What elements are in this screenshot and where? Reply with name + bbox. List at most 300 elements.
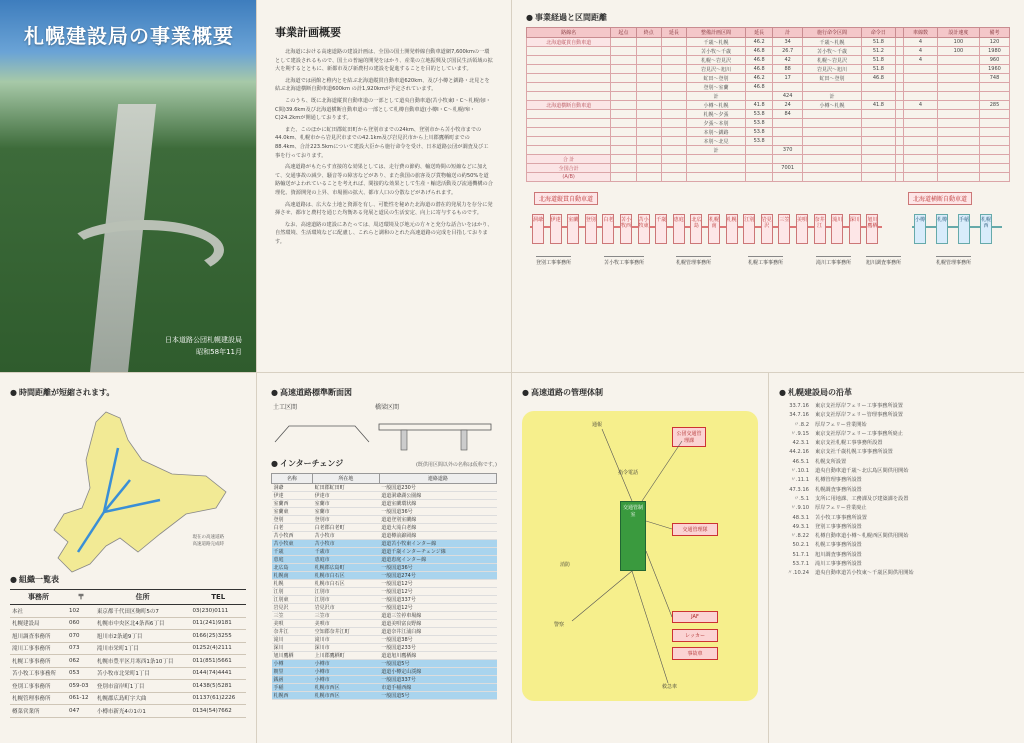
- history-row: [779, 448, 1014, 457]
- table-cell: [611, 155, 636, 164]
- ic-cell: 岩見沢市: [313, 604, 380, 612]
- table-cell: [862, 146, 896, 155]
- ic-row: [272, 484, 497, 492]
- table-header: 車線数: [904, 28, 938, 38]
- node-patrol: 交通管理隊: [672, 523, 718, 536]
- table-cell: [937, 173, 979, 182]
- link: [642, 441, 682, 501]
- office-label: 滝川工事事務所: [816, 256, 851, 266]
- table-cell: 全国合計: [527, 164, 611, 173]
- table-cell: 53.8: [746, 110, 773, 119]
- mgmt-panel: [512, 373, 768, 743]
- table-cell: [773, 173, 803, 182]
- station-box: 深川: [849, 214, 861, 244]
- ic-row: [272, 676, 497, 684]
- history-event: 東京支社厚岸フェリー工事事務所廃止: [815, 430, 903, 437]
- history-row: [779, 514, 1014, 523]
- node-fire: 消防: [560, 562, 571, 568]
- plan-paragraph: また、このほかに虻田郡虻田町から登別市までの24km、登別市から苫小牧市までの44.0km、札幌市から岩見沢市までの42.1km及び岩見沢市から上川郡鷹栖町までの88.4km、合計223.5kmについて建設大臣から施行命令を受け、日本道路公団が調査及び工事を行っております。: [275, 126, 489, 159]
- table-cell: [895, 155, 903, 164]
- table-cell: [904, 137, 938, 146]
- table-cell: [980, 173, 1010, 182]
- ic-cell: 札幌: [272, 580, 313, 588]
- table-cell: [527, 137, 611, 146]
- station-box: 札幌西: [980, 214, 992, 244]
- org-row: [10, 617, 246, 630]
- history-event: 支所に用地課、工務課及び建築課を設置: [815, 495, 909, 502]
- ic-row: [272, 628, 497, 636]
- table-cell: [773, 137, 803, 146]
- office-label: 札幌管理事務所: [676, 256, 711, 266]
- ic-cell: 一般国道337号: [379, 676, 496, 684]
- ic-cell: 苫小牧西: [272, 532, 313, 540]
- table-cell: [980, 155, 1010, 164]
- table-cell: [803, 164, 862, 173]
- table-cell: 46.2: [746, 38, 773, 47]
- table-cell: 千歳～札幌: [687, 38, 746, 47]
- ic-table: [271, 473, 497, 700]
- table-cell: [895, 47, 903, 56]
- table-cell: [980, 137, 1010, 146]
- earthwork-label: 土工区間: [273, 404, 298, 411]
- table-header: 終点: [636, 28, 661, 38]
- ic-cell: 道道室蘭環状線: [379, 500, 496, 508]
- table-cell: [687, 155, 746, 164]
- ic-row: [272, 588, 497, 596]
- table-cell: [661, 101, 686, 110]
- station-box: 室蘭: [567, 214, 579, 244]
- table-cell: [661, 74, 686, 83]
- ic-cell: 札幌市白石区: [313, 580, 380, 588]
- table-row: [527, 47, 1010, 56]
- table-cell: [527, 83, 611, 92]
- ic-cell: 小樽市: [313, 668, 380, 676]
- table-cell: [611, 38, 636, 47]
- org-heading: ● 組織一覧表: [10, 574, 246, 585]
- table-header: 命令日: [862, 28, 896, 38]
- table-cell: 53.8: [746, 128, 773, 137]
- org-header: TEL: [190, 590, 246, 605]
- ic-row: [272, 492, 497, 500]
- table-cell: [904, 110, 938, 119]
- plan-heading: 事業計画概要: [275, 26, 341, 39]
- table-cell: [904, 74, 938, 83]
- table-cell: 北海道縦貫自動車道: [527, 38, 611, 47]
- ic-cell: 伊達市: [313, 492, 380, 500]
- table-header: 延長: [746, 28, 773, 38]
- ic-row: [272, 580, 497, 588]
- table-cell: 夕張～本別: [687, 119, 746, 128]
- table-cell: [661, 65, 686, 74]
- table-cell: 46.8: [746, 65, 773, 74]
- table-cell: [895, 38, 903, 47]
- table-cell: [980, 92, 1010, 101]
- ic-cell: 室蘭西: [272, 500, 313, 508]
- table-row: [527, 92, 1010, 101]
- table-cell: [937, 110, 979, 119]
- ic-cell: 一般国道230号: [379, 484, 496, 492]
- org-cell: 札幌市豊平区月寒西1条10丁目: [95, 655, 191, 668]
- plan-paragraph: このうち、既に北海道縦貫自動車道の一部として道央自動車道(苫小牧東I・C～札幌南I・C間)39.6km及び北海道横断自動車道の一部として札樽自動車道(小樽I・C～札幌西I・C)24.2kmが開通しております。: [275, 97, 491, 122]
- ic-cell: 室蘭市: [313, 508, 380, 516]
- table-cell: [636, 128, 661, 137]
- table-cell: 4: [904, 38, 938, 47]
- table-cell: 岩見沢～旭川: [803, 65, 862, 74]
- bridge-pier: [401, 430, 407, 450]
- ic-cell: 江別: [272, 588, 313, 596]
- table-cell: [746, 164, 773, 173]
- org-cell: 札幌管理事務所: [10, 692, 67, 705]
- history-event: 札幌調査事務所設置: [815, 486, 862, 493]
- table-cell: 苫小牧～千歳: [803, 47, 862, 56]
- ic-cell: 一般国道233号: [379, 644, 496, 652]
- table-cell: [895, 56, 903, 65]
- table-cell: [895, 65, 903, 74]
- table-cell: 42: [773, 56, 803, 65]
- org-cell: 札幌工事事務所: [10, 655, 67, 668]
- table-cell: 51.2: [862, 47, 896, 56]
- history-date: 〃.5.1: [793, 495, 809, 502]
- ic-row: [272, 532, 497, 540]
- node-report: 通報: [592, 422, 603, 428]
- table-cell: [636, 65, 661, 74]
- ic-cell: 白老: [272, 524, 313, 532]
- ic-row: [272, 564, 497, 572]
- table-cell: [661, 83, 686, 92]
- ic-row: [272, 692, 497, 700]
- table-cell: [803, 146, 862, 155]
- publish-date: 昭和58年11月: [196, 348, 242, 356]
- ic-cell: 美唄市: [313, 620, 380, 628]
- table-cell: [862, 128, 896, 137]
- history-date: 〃.8.22: [790, 533, 809, 540]
- node-tow: レッカー: [672, 629, 718, 642]
- org-table: [10, 589, 246, 718]
- table-cell: [895, 137, 903, 146]
- table-cell: [904, 164, 938, 173]
- table-cell: [661, 110, 686, 119]
- table-header: 計: [773, 28, 803, 38]
- ic-cell: 一般国道12号: [379, 588, 496, 596]
- mgmt-links-svg: [522, 411, 758, 701]
- org-cell: 札幌建設局: [10, 617, 67, 630]
- org-cell: 旭川調査事務所: [10, 630, 67, 643]
- table-row: [527, 173, 1010, 182]
- table-cell: [746, 92, 773, 101]
- ic-row: [272, 684, 497, 692]
- table-cell: [661, 92, 686, 101]
- history-date: 〃.11.1: [790, 477, 809, 484]
- table-cell: [611, 74, 636, 83]
- table-cell: 46.8: [746, 56, 773, 65]
- org-cell: 滝川市栄町1丁目: [95, 642, 191, 655]
- table-cell: [937, 155, 979, 164]
- plan-paragraph: なお、高速道路の建設にあたっては、周辺環境及び地元の方々と充分な話合いをはかり、自然環境、生活環境などに配慮し、これらと調和のとれた高速道路の完成を目指しております。: [275, 221, 493, 245]
- ic-heading: ● インターチェンジ: [271, 458, 343, 469]
- ic-row: [272, 556, 497, 564]
- ic-cell: 道道奈井江浦臼線: [379, 628, 496, 636]
- table-cell: [904, 128, 938, 137]
- office-label: 札幌管理事務所: [936, 256, 971, 266]
- table-header: 路線名: [527, 28, 611, 38]
- table-cell: [611, 65, 636, 74]
- org-cell: 苫小牧工事事務所: [10, 667, 67, 680]
- table-cell: [527, 110, 611, 119]
- history-date: 46.5.1: [792, 458, 809, 465]
- table-cell: [746, 146, 773, 155]
- history-event: 札幌支所設置: [815, 458, 847, 465]
- table-cell: 46.8: [746, 83, 773, 92]
- history-date: 〃.9.10: [790, 505, 809, 512]
- ic-cell: 札幌市西区: [313, 684, 380, 692]
- org-cell: 073: [67, 642, 95, 655]
- history-date: 〃.9.15: [790, 430, 809, 437]
- org-cell: 102: [67, 605, 95, 618]
- table-cell: 46.8: [862, 74, 896, 83]
- history-row: [779, 467, 1014, 476]
- table-cell: 120: [980, 38, 1010, 47]
- table-cell: [527, 56, 611, 65]
- history-event: 札樽管理事務所設置: [815, 477, 862, 484]
- ic-cell: 虻田郡虻田町: [313, 484, 380, 492]
- cross-section-svg: [271, 412, 497, 456]
- ic-row: [272, 540, 497, 548]
- org-cell: 滝川工事事務所: [10, 642, 67, 655]
- ic-cell: 上川郡鷹栖町: [313, 652, 380, 660]
- plan-paragraph: 北海道における高速道路の建設計画は、全国の国土開発幹線自動車道網7,600kmの一環として建設されるもので、国土の普遍的開発をはかり、産業の立地振興及び国民生活領域の拡大を期するとともに、新都市及び新農村の建設を促進することを目的としています。: [275, 49, 493, 73]
- table-cell: 53.8: [746, 137, 773, 146]
- table-cell: [895, 146, 903, 155]
- ic-row: [272, 516, 497, 524]
- history-date: 42.3.1: [792, 440, 809, 447]
- table-cell: 84: [773, 110, 803, 119]
- org-cell: 060: [67, 617, 95, 630]
- table-cell: 51.8: [862, 65, 896, 74]
- table-cell: [895, 74, 903, 83]
- ic-cell: 一般国道274号: [379, 572, 496, 580]
- time-panel: [0, 373, 256, 743]
- table-row: [527, 56, 1010, 65]
- org-row: [10, 680, 246, 693]
- route-track-main: [530, 226, 882, 228]
- history-heading: ● 札幌建設局の沿革: [779, 387, 1014, 398]
- table-cell: [611, 173, 636, 182]
- table-cell: [746, 173, 773, 182]
- ic-row: [272, 636, 497, 644]
- history-event: 道央自動車道千歳～北広島区間供用開始: [815, 468, 909, 475]
- ic-cell: 銭函: [272, 676, 313, 684]
- table-cell: [937, 119, 979, 128]
- table-cell: (A/B): [527, 173, 611, 182]
- legend-current: 現在の高速道路: [192, 535, 224, 540]
- ic-cell: 室蘭東: [272, 508, 313, 516]
- table-cell: [527, 92, 611, 101]
- table-cell: [904, 92, 938, 101]
- station-box: 滝川: [831, 214, 843, 244]
- table-cell: 17: [773, 74, 803, 83]
- table-cell: [904, 155, 938, 164]
- table-cell: [895, 119, 903, 128]
- plan-paragraph: 北海道では函館と稚内とを結ぶ北海道縦貫自動車道620km、及び小樽と釧路・北見とを結ぶ北海道横断自動車道600km の計1,920kmが予定されています。: [275, 77, 490, 93]
- history-row: [779, 430, 1014, 439]
- org-cell: 01137(61)2226: [190, 692, 246, 705]
- table-cell: [980, 110, 1010, 119]
- ic-cell: 一般国道5号: [379, 660, 496, 668]
- table-cell: 苫小牧～千歳: [687, 47, 746, 56]
- table-cell: [661, 173, 686, 182]
- table-cell: 1980: [980, 47, 1010, 56]
- org-cell: 059-03: [67, 680, 95, 693]
- table-header: 備考: [980, 28, 1010, 38]
- table-cell: 虻田～登別: [687, 74, 746, 83]
- table-cell: [636, 164, 661, 173]
- org-cell: 047: [67, 705, 95, 718]
- table-cell: [937, 56, 979, 65]
- history-row: [779, 560, 1014, 569]
- history-event: 滝川工事事務所設置: [815, 561, 862, 568]
- plan-paragraph: 高速道路は、広大な土地と資源を有し、可能性を秘めた北海道の潜在的発展力を存分に発揮させ、都市と農村を通じた均衡ある発展と道民の生活安定、向上に寄与するものです。: [275, 201, 493, 217]
- ic-header-row: [271, 458, 497, 473]
- table-cell: 小樽～札幌: [803, 101, 862, 110]
- org-cell: 登別市富岸町1丁目: [95, 680, 191, 693]
- ic-cell: 小樽: [272, 660, 313, 668]
- history-row: [779, 569, 1014, 578]
- table-cell: [661, 137, 686, 146]
- table-cell: [803, 137, 862, 146]
- station-box: 北広島: [690, 214, 702, 244]
- table-cell: [937, 92, 979, 101]
- publisher-name: 日本道路公団札幌建設局: [165, 336, 242, 344]
- table-cell: 51.8: [862, 56, 896, 65]
- station-box: 手稲: [958, 214, 970, 244]
- table-cell: 4: [904, 47, 938, 56]
- table-cell: 53.8: [746, 119, 773, 128]
- table-header: 整備計画区間: [687, 28, 746, 38]
- ic-cell: 一般国道337号: [379, 596, 496, 604]
- history-list: [779, 402, 1014, 579]
- ic-cell: 札幌郡広島町: [313, 564, 380, 572]
- plan-paragraph: 高速道路がもたらす直接的な効果としては、走行費の節約、輸送時間の短縮などに加えて、交通事故の減少、騒音等の障害などがあり、また我国の旅客及び貨物輸送の約50%を道路輸送がよわれていることを考えれば、間接的な効果として生産・輸送活動及び流通機構の合理化、資源開発の上昇、市場圏の拡大、都市人口の分散などがあげられます。: [275, 164, 493, 196]
- map-legend: [193, 534, 225, 548]
- ic-row: [272, 644, 497, 652]
- org-row: [10, 705, 246, 718]
- table-cell: 札幌～岩見沢: [687, 56, 746, 65]
- table-cell: 26.7: [773, 47, 803, 56]
- history-event: 東京支社札幌工事事務所設置: [815, 440, 883, 447]
- history-date: 47.3.16: [789, 486, 809, 493]
- ic-cell: 小樽市: [313, 660, 380, 668]
- table-cell: [661, 155, 686, 164]
- table-cell: [862, 164, 896, 173]
- table-cell: 46.8: [746, 47, 773, 56]
- station-box: 札幌南: [708, 214, 720, 244]
- history-row: [779, 495, 1014, 504]
- history-event: 札幌工事事務所設置: [815, 542, 862, 549]
- table-cell: [895, 173, 903, 182]
- history-row: [779, 532, 1014, 541]
- ic-cell: 白老郡白老町: [313, 524, 380, 532]
- table-cell: 札幌～岩見沢: [803, 56, 862, 65]
- ic-cell: 一般国道36号: [379, 508, 496, 516]
- station-box: 奈井江: [814, 214, 826, 244]
- table-cell: [687, 173, 746, 182]
- history-event: 東京支社厚岸フェリー工事事務所設置: [815, 403, 903, 409]
- ic-row: [272, 660, 497, 668]
- org-cell: 011(851)5661: [190, 655, 246, 668]
- org-row: [10, 692, 246, 705]
- table-cell: [661, 47, 686, 56]
- table-cell: [904, 83, 938, 92]
- ic-row: [272, 500, 497, 508]
- cover-publisher: [165, 334, 242, 358]
- ic-cell: 滝川市: [313, 636, 380, 644]
- history-row: [779, 439, 1014, 448]
- table-cell: [895, 101, 903, 110]
- table-cell: [937, 101, 979, 110]
- station-box: 札樽: [936, 214, 948, 244]
- table-cell: [895, 83, 903, 92]
- table-cell: [636, 38, 661, 47]
- office-label: 旭川調査事務所: [866, 256, 901, 266]
- table-cell: [980, 119, 1010, 128]
- table-cell: 100: [937, 47, 979, 56]
- ic-cell: 道道大滝白老線: [379, 524, 496, 532]
- ic-cell: 道道洞爺湖公園線: [379, 492, 496, 500]
- table-cell: 千歳～札幌: [803, 38, 862, 47]
- table-cell: [611, 101, 636, 110]
- table-cell: [803, 173, 862, 182]
- node-control-room: 交通管制室: [620, 501, 646, 571]
- table-cell: [611, 146, 636, 155]
- history-date: 〃.10.24: [787, 570, 809, 577]
- route-diagram: [526, 192, 1010, 278]
- table-cell: [611, 119, 636, 128]
- org-row: [10, 667, 246, 680]
- ic-cell: 奈井江: [272, 628, 313, 636]
- org-cell: 東京都千代田区麹町5の7: [95, 605, 191, 618]
- station-box: 美唄: [796, 214, 808, 244]
- table-row: [527, 128, 1010, 137]
- section-heading: ● 高速道路標準断面図: [271, 387, 497, 398]
- table-cell: 札幌～夕張: [687, 110, 746, 119]
- cover-panel: [0, 0, 256, 372]
- ic-cell: 千歳: [272, 548, 313, 556]
- org-row: [10, 605, 246, 618]
- plan-text: [275, 48, 493, 246]
- table-header: [895, 28, 903, 38]
- table-cell: [803, 155, 862, 164]
- ic-cell: 札幌市白石区: [313, 572, 380, 580]
- ic-cell: 一般国道12号: [379, 580, 496, 588]
- org-cell: 062: [67, 655, 95, 668]
- table-cell: [661, 119, 686, 128]
- table-cell: 24: [773, 101, 803, 110]
- bridge-deck: [379, 424, 491, 430]
- ic-cell: 江別市: [313, 588, 380, 596]
- ic-cell: 北広島: [272, 564, 313, 572]
- table-cell: 88: [773, 65, 803, 74]
- org-row: [10, 655, 246, 668]
- table-cell: [904, 65, 938, 74]
- station-box: 札幌: [726, 214, 738, 244]
- table-cell: 46.2: [746, 74, 773, 83]
- ic-cell: 朝里: [272, 668, 313, 676]
- ic-cell: 三笠市: [313, 612, 380, 620]
- history-date: 34.7.16: [789, 412, 809, 419]
- ic-cell: 一般国道36号: [379, 564, 496, 572]
- table-cell: [803, 83, 862, 92]
- station-box: 洞爺: [532, 214, 544, 244]
